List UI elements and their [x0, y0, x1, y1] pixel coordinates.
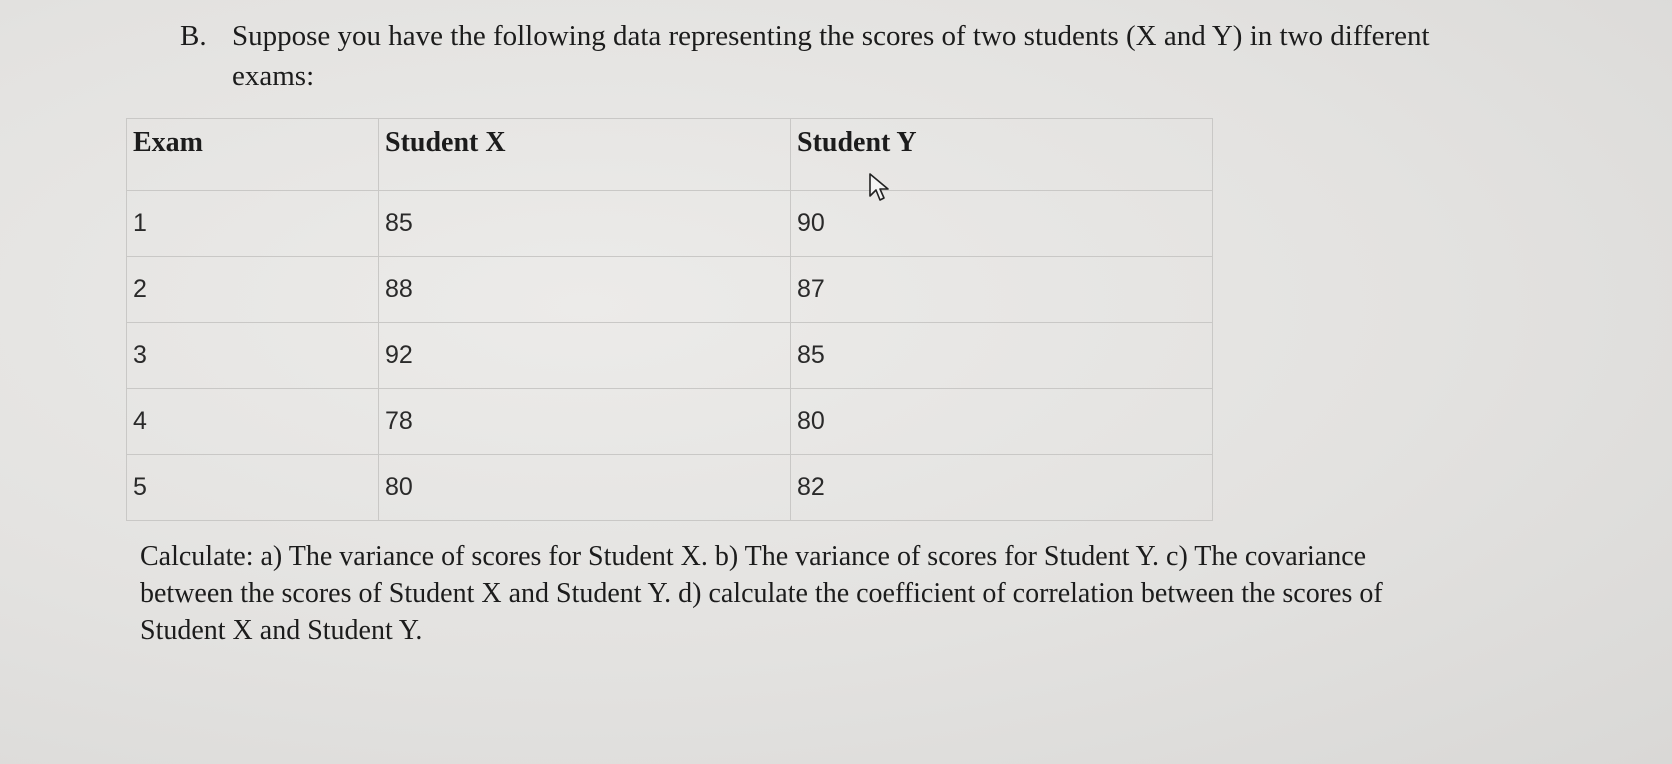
cell-student-x: 88 — [379, 257, 791, 323]
question-label: B. — [180, 20, 207, 52]
table-row — [127, 389, 1213, 455]
header-student-y: Student Y — [791, 119, 1213, 191]
cell-student-x: 80 — [379, 455, 791, 521]
cell-student-x: 85 — [379, 191, 791, 257]
header-exam: Exam — [127, 119, 379, 191]
table-row — [127, 257, 1213, 323]
table-row — [127, 191, 1213, 257]
cell-exam: 4 — [127, 389, 379, 455]
question-text: Suppose you have the following data representing the scores of two students (X and Y) in two different exams: — [232, 20, 1430, 92]
table-row — [127, 455, 1213, 521]
cell-student-x: 78 — [379, 389, 791, 455]
mouse-pointer-icon — [868, 172, 894, 202]
cell-exam: 1 — [127, 191, 379, 257]
table-header-row — [127, 119, 1213, 191]
table-row — [127, 323, 1213, 389]
instructions-text: Calculate: a) The variance of scores for Student X. b) The variance of scores for Student Y. c) The covariance between the scores of Student X and Student Y. d) calculate the coefficient of correlation between the scores of Student X and Student Y. — [140, 541, 1383, 646]
scores-table — [126, 118, 1213, 521]
cell-student-y: 90 — [791, 191, 1213, 257]
cell-student-x: 92 — [379, 323, 791, 389]
cell-student-y: 85 — [791, 323, 1213, 389]
cell-exam: 2 — [127, 257, 379, 323]
cell-student-y: 87 — [791, 257, 1213, 323]
cell-exam: 5 — [127, 455, 379, 521]
header-student-x: Student X — [379, 119, 791, 191]
cell-student-y: 82 — [791, 455, 1213, 521]
cell-student-y: 80 — [791, 389, 1213, 455]
cell-exam: 3 — [127, 323, 379, 389]
